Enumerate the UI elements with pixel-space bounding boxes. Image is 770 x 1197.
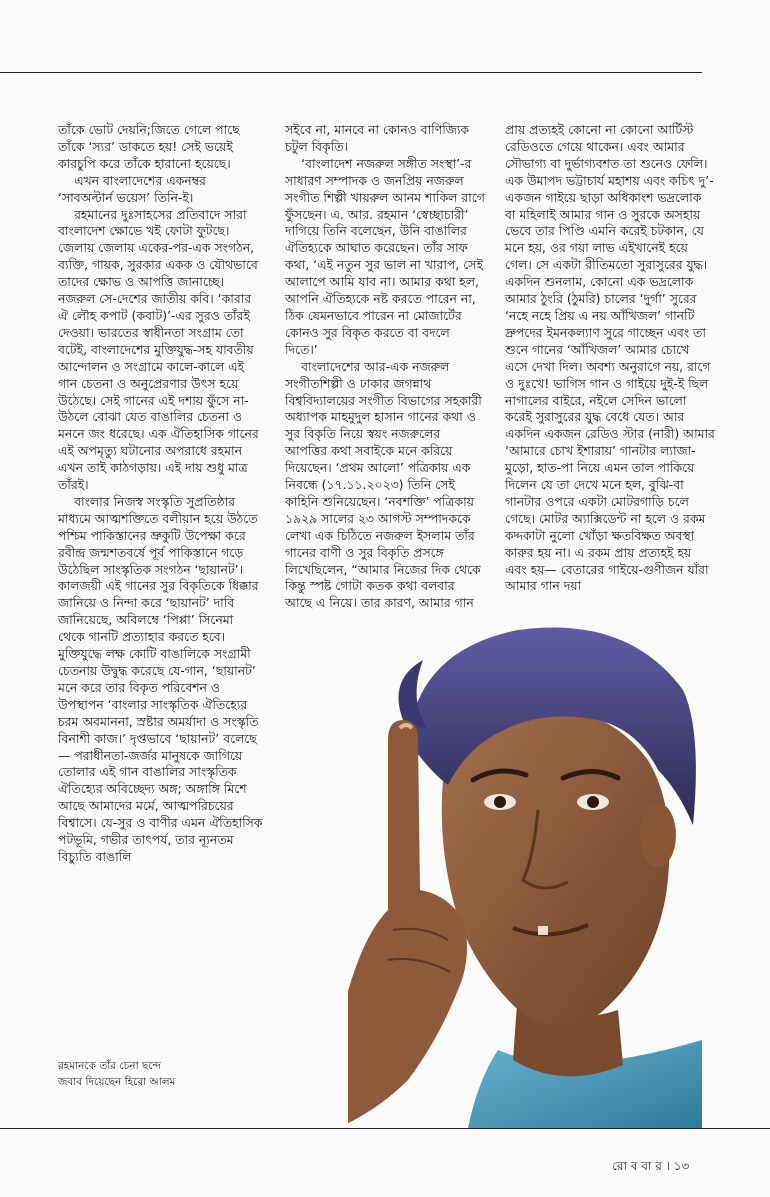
paragraph: ‘বাংলাদেশ নজরুল সঙ্গীত সংস্থা’-র সাধারণ সম্পাদক ও জনপ্রিয় নজরুল সংগীত শিল্পী খায়রুল আনম শাকিল রাগে ফুঁসছেন। এ. আর. রহমান ‘স্বেচ্ছাচারী’ দাগিয়ে তিনি বলেছেন, উনি বাঙালির ঐতিহ্যকে আঘাত করেছেন। তাঁর সাফ কথা, ‘এই নতুন সুর ভাল না খারাপ, সেই আলাপে আমি যাব না। আমার কথা হল, আপনি ঐতিহ্যকে নষ্ট করতে পারেন না, ঠিক যেমনভাবে পারেন না মোজার্টের কোনও সুর বিকৃত করতে বা বদলে দিতে।’ — [285, 155, 485, 357]
portrait-photo — [348, 610, 702, 1128]
bottom-rule — [0, 1128, 770, 1129]
caption-line-2: জবাব দিয়েছেন হিরো আলম — [58, 1076, 176, 1088]
paragraph: এখন বাংলাদেশের একনম্বর ‘সাবঅল্টার্ন ভয়েস’ তিনি-ই। — [58, 172, 206, 205]
article-column-2 — [285, 122, 485, 612]
paragraph: তাঁকে ভোট দেয়নি;জিতে গেলে পাছে তাঁকে ‘স্যর’ ডাকতে হয়! সেই ভয়েই কারচুপি করে তাঁকে হারানো হয়েছে। — [58, 122, 240, 171]
portrait-illustration — [348, 610, 702, 1128]
paragraph: রহমানের দুঃসাহসের প্রতিবাদে সারা বাংলাদেশ ক্ষোভে খই ফোটা ফুটছে। জেলায় জেলায় একের-পর-এক সংগঠন, ব্যক্তি, গায়ক, সুরকার একক ও যৌথভাবে তাদের ক্ষোভ ও আপত্তি জানাচ্ছে। নজরুল সে-দেশের জাতীয় কবি। ‘কারার ঐ লৌহ কপাট (কবাট)’-এর সুরও তাঁরই দেওয়া। ভারতের স্বাধীনতা সংগ্রাম তো বটেই, বাংলাদেশের মুক্তিযুদ্ধ-সহ যাবতীয় আন্দোলন ও সংগ্রামে কালে-কালে এই গান চেতনা ও অনুপ্রেরণার উৎস হয়ে উঠেছে। সেই গানের এই দশায় ফুঁসে না-উঠলে বোঝা যেত বাঙালির চেতনা ও মননে জং ধরেছে। এক ঐতিহাসিক গানের এই অপমৃত্যু ঘটানোর অপরাধে রহমান এখন তাই কাঠগড়ায়। এই দায় শুধু মাত্র তাঁরই। — [58, 206, 259, 493]
page-footer: রো ব বা র । ১৩ — [612, 1159, 690, 1173]
caption-line-1: রহমানকে তাঁর চেনা ছন্দে — [58, 1060, 161, 1072]
article-column-3 — [505, 122, 715, 595]
paragraph: সইবে না, মানবে না কোনও বাণিজ্যিক চটুল বিকৃতি। — [285, 122, 470, 154]
paragraph: প্রায় প্রত্যহই কোনো না কোনো আর্টিস্ট রেডিওতে গেয়ে থাকেন। এবং আমার সৌভাগ্য বা দুর্ভাগ্যবশত তা শুনেও ফেলি। এক উমাপদ ভট্টাচার্য মহাশয় এবং কচিৎ দু’-একজন গাইয়ে ছাড়া অধিকাংশ ভদ্রলোক বা মহিলাই আমার গান ও সুরকে অসহায় ভেবে তার পিণ্ডি এমনি করেই চটকান, যে মনে হয়, ওর গয়া লাভ এইখানেই হয়ে গেল। সে একটা রীতিমতো সুরাসুরের যুদ্ধ। একদিন শুনলাম, কোনো এক ভদ্রলোক আমার ঠুংরি (ঠুমরি) চালের ‘দুর্গা’ সুরের ‘নহে নহে প্রিয় এ নয় আঁখিজল’ গানটি দ্রুপদের ইমনকল্যাণ সুরে গাচ্ছেন এবং তা শুনে গানের ‘আঁখিজল’ আমার চোখে এসে দেখা দিল। অবশ্য অনুরাগে নয়, রাগে ও দুঃখে! ভাগিস গান ও গাইয়ে দুই-ই ছিল নাগালের বাইরে, নইলে সেদিন ভালো করেই সুরাসুরের যুদ্ধ বেধে যেত। আর একদিন একজন রেডিও স্টার (নারী) আমার ‘আমারে চোখ ইশারায়’ গানটার ল্যাজা-মুড়ো, হাত-পা নিয়ে এমন তাল পাকিয়ে দিলেন যে তা দেখে মনে হল, বুঝি-বা গানটার ওপরে একটা মোটরগাড়ি চলে গেছে। মোটর অ্যাক্সিডেন্ট না হলে ও রকম কদ্দকাটা নুলো খোঁড়া ক্ষতবিক্ষত অবস্থা কারুর হয় না। এ রকম প্রায় প্রত্যহই হয় এবং হয়— বেতারের গাইয়ে-গুণীজন যাঁরা আমার গান দয়া — [505, 122, 715, 594]
paragraph: বাংলাদেশের আর-এক নজরুল সংগীতশিল্পী ও ঢাকার জগন্নাথ বিশ্ববিদ্যালয়ের সংগীত বিভাগের সহকারী অধ্যাপক মাহমুদুল হাসান গানের কথা ও সুর বিকৃতি নিয়ে স্বয়ং নজরুলের আপত্তির কথা সবাইকে মনে করিয়ে দিয়েছেন। ‘প্রথম আলো’ পত্রিকায় এক নিবন্ধে (১৭.১১.২০২৩) তিনি সেই কাহিনি শুনিয়েছেন। ‘নবশক্তি’ পত্রিকায় ১৯২৯ সালের ২৩ আগস্ট সম্পাদককে লেখা এক চিঠিতে নজরুল ইসলাম তাঁর গানের বাণী ও সুর বিকৃতি প্রসঙ্গে লিখেছিলেন, “আমার নিজের দিক থেকে কিন্তু স্পষ্ট গোটা কতক কথা বলবার আছে এ নিয়ে। তার কারণ, আমার গান — [285, 358, 482, 611]
photo-caption — [58, 1058, 208, 1090]
article-column-1 — [58, 122, 263, 866]
paragraph: বাংলার নিজস্ব সংস্কৃতি সুপ্রতিষ্ঠার মাধ্যমে আত্মশক্তিতে বলীয়ান হয়ে উঠতে পশ্চিম পাকিস্তানের ভ্রুকুটি উপেক্ষা করে রবীন্দ্র জন্মশতবর্ষে পূর্ব পাকিস্তানে গড়ে উঠেছিল সাংস্কৃতিক সংগঠন ‘ছায়ানট’। কালজয়ী এই গানের সুর বিকৃতিকে ধিক্কার জানিয়ে ও নিন্দা করে ‘ছায়ানট’ দাবি জানিয়েছে, অবিলম্বে ‘পিপ্পা’ সিনেমা থেকে গানটি প্রত্যাহার করতে হবে। মুক্তিযুদ্ধে লক্ষ কোটি বাঙালিকে সংগ্রামী চেতনায় উদ্বুদ্ধ করেছে যে-গান, ‘ছায়ানট’ মনে করে তার বিকৃত পরিবেশন ও উপস্থাপন ‘বাংলার সাংস্কৃতিক ঐতিহ্যের চরম অবমাননা, স্রষ্টার অমর্যাদা ও সংস্কৃতি বিনাশী কাজ।’ দৃপ্তভাবে ‘ছায়ানট’ বলেছে— পরাধীনতা-জর্জর মানুষকে জাগিয়ে তোলার এই গান বাঙালির সাংস্কৃতিক ঐতিহ্যের অবিচ্ছেদ্য অঙ্গ; অঙ্গাঙ্গি মিশে আছে আমাদের মর্মে, আত্মপরিচয়ের বিশ্বাসে। যে-সুর ও বাণীর এমন ঐতিহাসিক পটভূমি, গভীর তাৎপর্য, তার ন্যূনতম বিচ্যুতি বাঙালি — [58, 493, 263, 864]
top-rule — [0, 72, 702, 73]
